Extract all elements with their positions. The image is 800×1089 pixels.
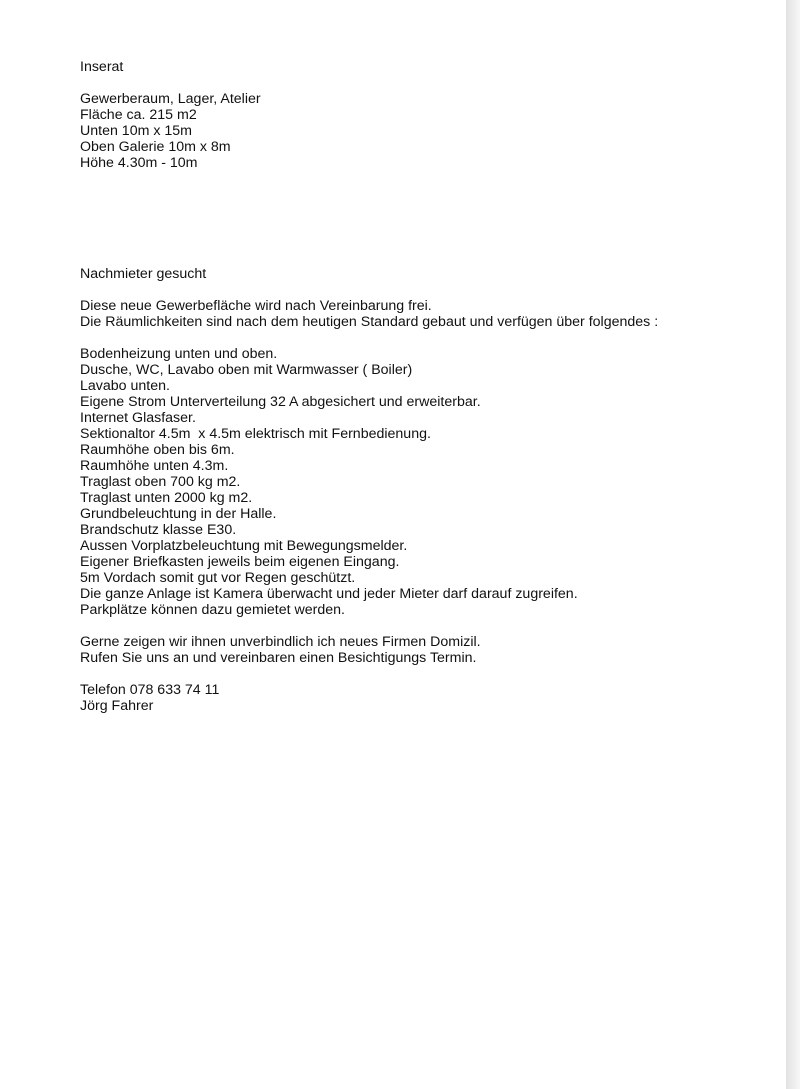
feature-line: Grundbeleuchtung in der Halle. [80,506,277,522]
feature-line: Internet Glasfaser. [80,410,196,426]
feature-line: Dusche, WC, Lavabo oben mit Warmwasser ( Boiler) [80,362,413,378]
property-line: Höhe 4.30m - 10m [80,155,198,171]
feature-line: Parkplätze können dazu gemietet werden. [80,602,345,618]
feature-line: Traglast oben 700 kg m2. [80,474,241,490]
closing-line: Gerne zeigen wir ihnen unverbindlich ich neues Firmen Domizil. [80,634,481,650]
feature-line: Raumhöhe oben bis 6m. [80,442,235,458]
page-edge [786,0,800,1089]
property-line: Oben Galerie 10m x 8m [80,139,231,155]
feature-line: Sektionaltor 4.5m x 4.5m elektrisch mit Fernbedienung. [80,426,431,442]
contact-name: Jörg Fahrer [80,698,154,714]
contact-phone: Telefon 078 633 74 11 [80,682,220,698]
feature-line: Eigene Strom Unterverteilung 32 A abgesichert und erweiterbar. [80,394,481,410]
closing-line: Rufen Sie uns an und vereinbaren einen Besichtigungs Termin. [80,650,477,666]
feature-line: Bodenheizung unten und oben. [80,346,278,362]
feature-line: Eigener Briefkasten jeweils beim eigenen Eingang. [80,554,400,570]
feature-line: Aussen Vorplatzbeleuchtung mit Bewegungsmelder. [80,538,408,554]
feature-line: Die ganze Anlage ist Kamera überwacht und jeder Mieter darf darauf zugreifen. [80,586,578,602]
document-title: Inserat [80,59,124,75]
feature-line: Brandschutz klasse E30. [80,522,237,538]
intro-line: Die Räumlichkeiten sind nach dem heutigen Standard gebaut und verfügen über folgendes : [80,314,659,330]
feature-line: 5m Vordach somit gut vor Regen geschützt. [80,570,356,586]
feature-line: Raumhöhe unten 4.3m. [80,458,229,474]
property-line: Fläche ca. 215 m2 [80,107,197,123]
feature-line: Traglast unten 2000 kg m2. [80,490,253,506]
feature-line: Lavabo unten. [80,378,170,394]
intro-line: Diese neue Gewerbefläche wird nach Vereinbarung frei. [80,298,432,314]
document-subtitle: Nachmieter gesucht [80,266,207,282]
property-line: Unten 10m x 15m [80,123,192,139]
property-line: Gewerberaum, Lager, Atelier [80,91,261,107]
